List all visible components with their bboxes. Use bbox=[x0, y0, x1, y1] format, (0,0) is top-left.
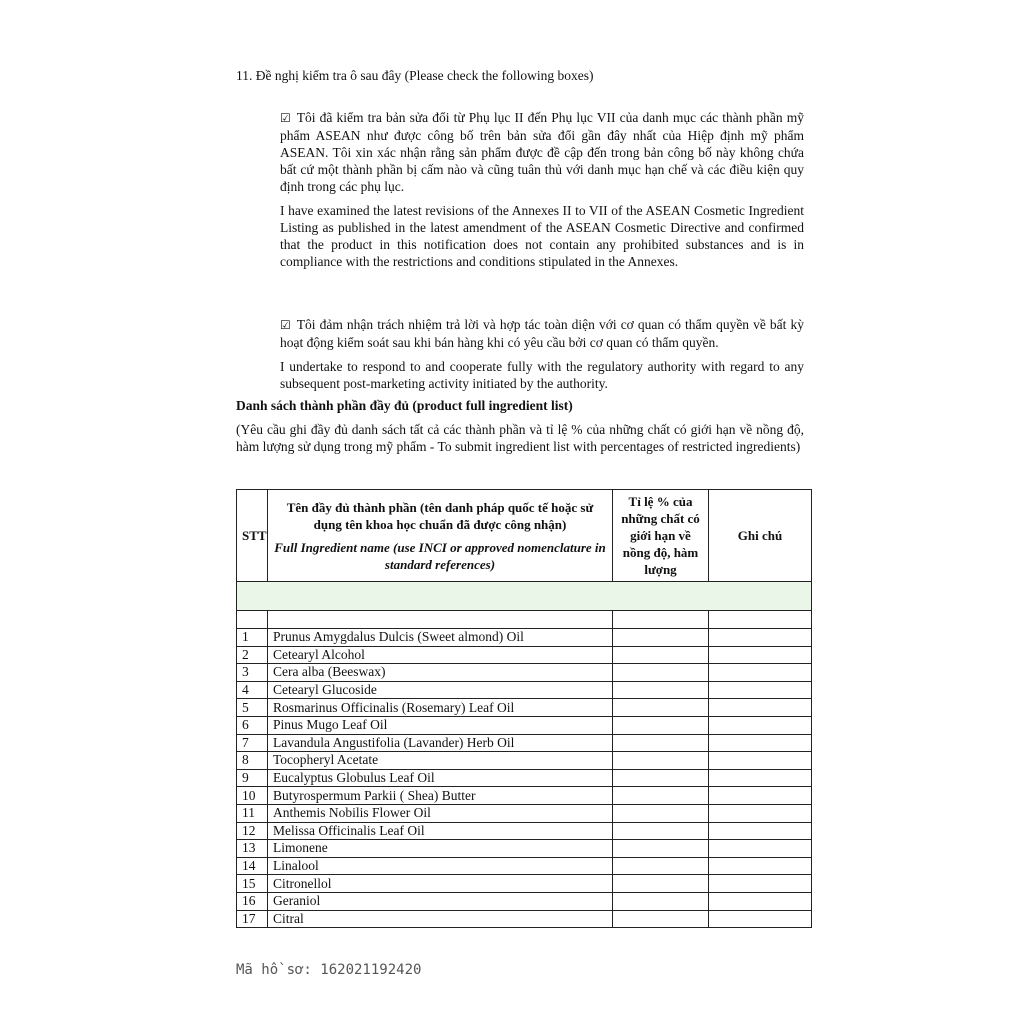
table-row bbox=[237, 804, 812, 822]
row-percentage bbox=[613, 769, 709, 787]
row-stt: 6 bbox=[237, 716, 268, 734]
record-code: Mã hồ sơ: 162021192420 bbox=[236, 962, 422, 978]
row-stt: 11 bbox=[237, 804, 268, 822]
table-row bbox=[237, 822, 812, 840]
row-ingredient-name: Melissa Officinalis Leaf Oil bbox=[268, 822, 613, 840]
ingredient-rows bbox=[237, 629, 812, 928]
row-percentage bbox=[613, 629, 709, 647]
row-percentage bbox=[613, 840, 709, 858]
checked-box-icon[interactable]: ☑ bbox=[280, 111, 291, 125]
row-stt: 16 bbox=[237, 892, 268, 910]
row-stt: 15 bbox=[237, 875, 268, 893]
table-row bbox=[237, 699, 812, 717]
row-ingredient-name: Cera alba (Beeswax) bbox=[268, 664, 613, 682]
row-note bbox=[709, 892, 812, 910]
header-percentage: Tỉ lệ % của những chất có giới hạn về nồng độ, hàm lượng bbox=[613, 490, 709, 582]
row-percentage bbox=[613, 716, 709, 734]
row-note bbox=[709, 681, 812, 699]
row-percentage bbox=[613, 664, 709, 682]
ingredient-list-note: (Yêu cầu ghi đầy đủ danh sách tất cả các thành phần và tỉ lệ % của những chất có giới hạn về nồng độ, hàm lượng sử dụng trong mỹ phẩm - To submit ingredient list with percentages of restricted ingredients) bbox=[236, 422, 804, 454]
declaration-1-en: I have examined the latest revisions of the Annexes II to VII of the ASEAN Cosmetic Ingredient Listing as published in the latest amendment of the ASEAN Cosmetic Directive and confirmed that the product in this notification does not contain any prohibited substances and is in compliance with the restrictions and conditions stipulated in the Annexes. bbox=[280, 203, 804, 269]
row-percentage bbox=[613, 822, 709, 840]
table-row bbox=[237, 646, 812, 664]
table-blank-row bbox=[237, 611, 812, 629]
declaration-2-en: I undertake to respond to and cooperate fully with the regulatory authority with regard to any subsequent post-marketing activity initiated by the authority. bbox=[280, 359, 804, 391]
row-note bbox=[709, 910, 812, 928]
declaration-1 bbox=[280, 109, 804, 270]
row-percentage bbox=[613, 857, 709, 875]
row-ingredient-name: Pinus Mugo Leaf Oil bbox=[268, 716, 613, 734]
row-stt: 7 bbox=[237, 734, 268, 752]
row-stt: 2 bbox=[237, 646, 268, 664]
declaration-1-vi-text: Tôi đã kiểm tra bản sửa đổi từ Phụ lục II đến Phụ lục VII của danh mục các thành phần mỹ phẩm ASEAN như được công bố trên bản sửa đổi gần đây nhất của Hiệp định mỹ phẩm ASEAN. Tôi xin xác nhận rằng sản phẩm được đề cập đến trong bản công bố này không chứa bất cứ một thành phần bị cấm nào và cũng tuân thủ với danh mục hạn chế và các điều kiện quy định trong các phụ lục. bbox=[280, 110, 804, 194]
row-note bbox=[709, 699, 812, 717]
row-percentage bbox=[613, 875, 709, 893]
row-stt: 5 bbox=[237, 699, 268, 717]
row-ingredient-name: Butyrospermum Parkii ( Shea) Butter bbox=[268, 787, 613, 805]
row-stt: 12 bbox=[237, 822, 268, 840]
table-row bbox=[237, 840, 812, 858]
header-name-vi: Tên đầy đủ thành phần (tên danh pháp quốc tế hoặc sử dụng tên khoa học chuẩn đã được công nhận) bbox=[286, 499, 594, 532]
ingredient-table bbox=[236, 489, 812, 928]
row-ingredient-name: Rosmarinus Officinalis (Rosemary) Leaf Oil bbox=[268, 699, 613, 717]
row-stt: 10 bbox=[237, 787, 268, 805]
table-row bbox=[237, 875, 812, 893]
row-ingredient-name: Lavandula Angustifolia (Lavander) Herb Oil bbox=[268, 734, 613, 752]
table-row bbox=[237, 857, 812, 875]
row-ingredient-name: Cetearyl Alcohol bbox=[268, 646, 613, 664]
row-note bbox=[709, 646, 812, 664]
row-percentage bbox=[613, 699, 709, 717]
row-note bbox=[709, 875, 812, 893]
row-note bbox=[709, 769, 812, 787]
header-stt: STT bbox=[237, 490, 268, 582]
table-row bbox=[237, 629, 812, 647]
row-percentage bbox=[613, 787, 709, 805]
row-note bbox=[709, 629, 812, 647]
header-name-en: Full Ingredient name (use INCI or approved nomenclature in standard references) bbox=[274, 539, 606, 572]
row-ingredient-name: Cetearyl Glucoside bbox=[268, 681, 613, 699]
row-stt: 14 bbox=[237, 857, 268, 875]
row-percentage bbox=[613, 681, 709, 699]
row-stt: 1 bbox=[237, 629, 268, 647]
row-percentage bbox=[613, 910, 709, 928]
row-ingredient-name: Limonene bbox=[268, 840, 613, 858]
table-row bbox=[237, 910, 812, 928]
table-spacer-row bbox=[237, 582, 812, 611]
row-percentage bbox=[613, 646, 709, 664]
table-row bbox=[237, 681, 812, 699]
table-row bbox=[237, 752, 812, 770]
row-note bbox=[709, 787, 812, 805]
row-percentage bbox=[613, 892, 709, 910]
row-note bbox=[709, 840, 812, 858]
row-stt: 8 bbox=[237, 752, 268, 770]
row-ingredient-name: Citral bbox=[268, 910, 613, 928]
checked-box-icon[interactable]: ☑ bbox=[280, 318, 291, 332]
row-ingredient-name: Tocopheryl Acetate bbox=[268, 752, 613, 770]
declaration-2 bbox=[280, 316, 804, 392]
header-note: Ghi chú bbox=[709, 490, 812, 582]
table-row bbox=[237, 734, 812, 752]
declaration-1-vi bbox=[280, 109, 804, 195]
row-note bbox=[709, 752, 812, 770]
table-row bbox=[237, 769, 812, 787]
row-stt: 13 bbox=[237, 840, 268, 858]
row-note bbox=[709, 664, 812, 682]
row-ingredient-name: Geraniol bbox=[268, 892, 613, 910]
row-percentage bbox=[613, 752, 709, 770]
table-row bbox=[237, 787, 812, 805]
row-ingredient-name: Linalool bbox=[268, 857, 613, 875]
section-11-heading: 11. Đề nghị kiểm tra ô sau đây (Please check the following boxes) bbox=[236, 68, 594, 83]
declaration-2-vi bbox=[280, 316, 804, 351]
row-stt: 4 bbox=[237, 681, 268, 699]
row-stt: 17 bbox=[237, 910, 268, 928]
table-header-row bbox=[237, 490, 812, 582]
row-note bbox=[709, 804, 812, 822]
table-row bbox=[237, 664, 812, 682]
row-ingredient-name: Citronellol bbox=[268, 875, 613, 893]
row-note bbox=[709, 734, 812, 752]
row-ingredient-name: Prunus Amygdalus Dulcis (Sweet almond) Oil bbox=[268, 629, 613, 647]
row-note bbox=[709, 822, 812, 840]
table-row bbox=[237, 892, 812, 910]
ingredient-list-title: Danh sách thành phần đầy đủ (product full ingredient list) bbox=[236, 398, 573, 413]
table-row bbox=[237, 716, 812, 734]
declaration-2-vi-text: Tôi đảm nhận trách nhiệm trả lời và hợp tác toàn diện với cơ quan có thẩm quyền về bất kỳ hoạt động kiểm soát sau khi bán hàng khi có yêu cầu bởi cơ quan có thẩm quyền. bbox=[280, 317, 804, 350]
row-ingredient-name: Anthemis Nobilis Flower Oil bbox=[268, 804, 613, 822]
row-note bbox=[709, 716, 812, 734]
header-ingredient-name bbox=[268, 490, 613, 582]
row-stt: 3 bbox=[237, 664, 268, 682]
row-percentage bbox=[613, 734, 709, 752]
row-stt: 9 bbox=[237, 769, 268, 787]
row-note bbox=[709, 857, 812, 875]
row-percentage bbox=[613, 804, 709, 822]
row-ingredient-name: Eucalyptus Globulus Leaf Oil bbox=[268, 769, 613, 787]
